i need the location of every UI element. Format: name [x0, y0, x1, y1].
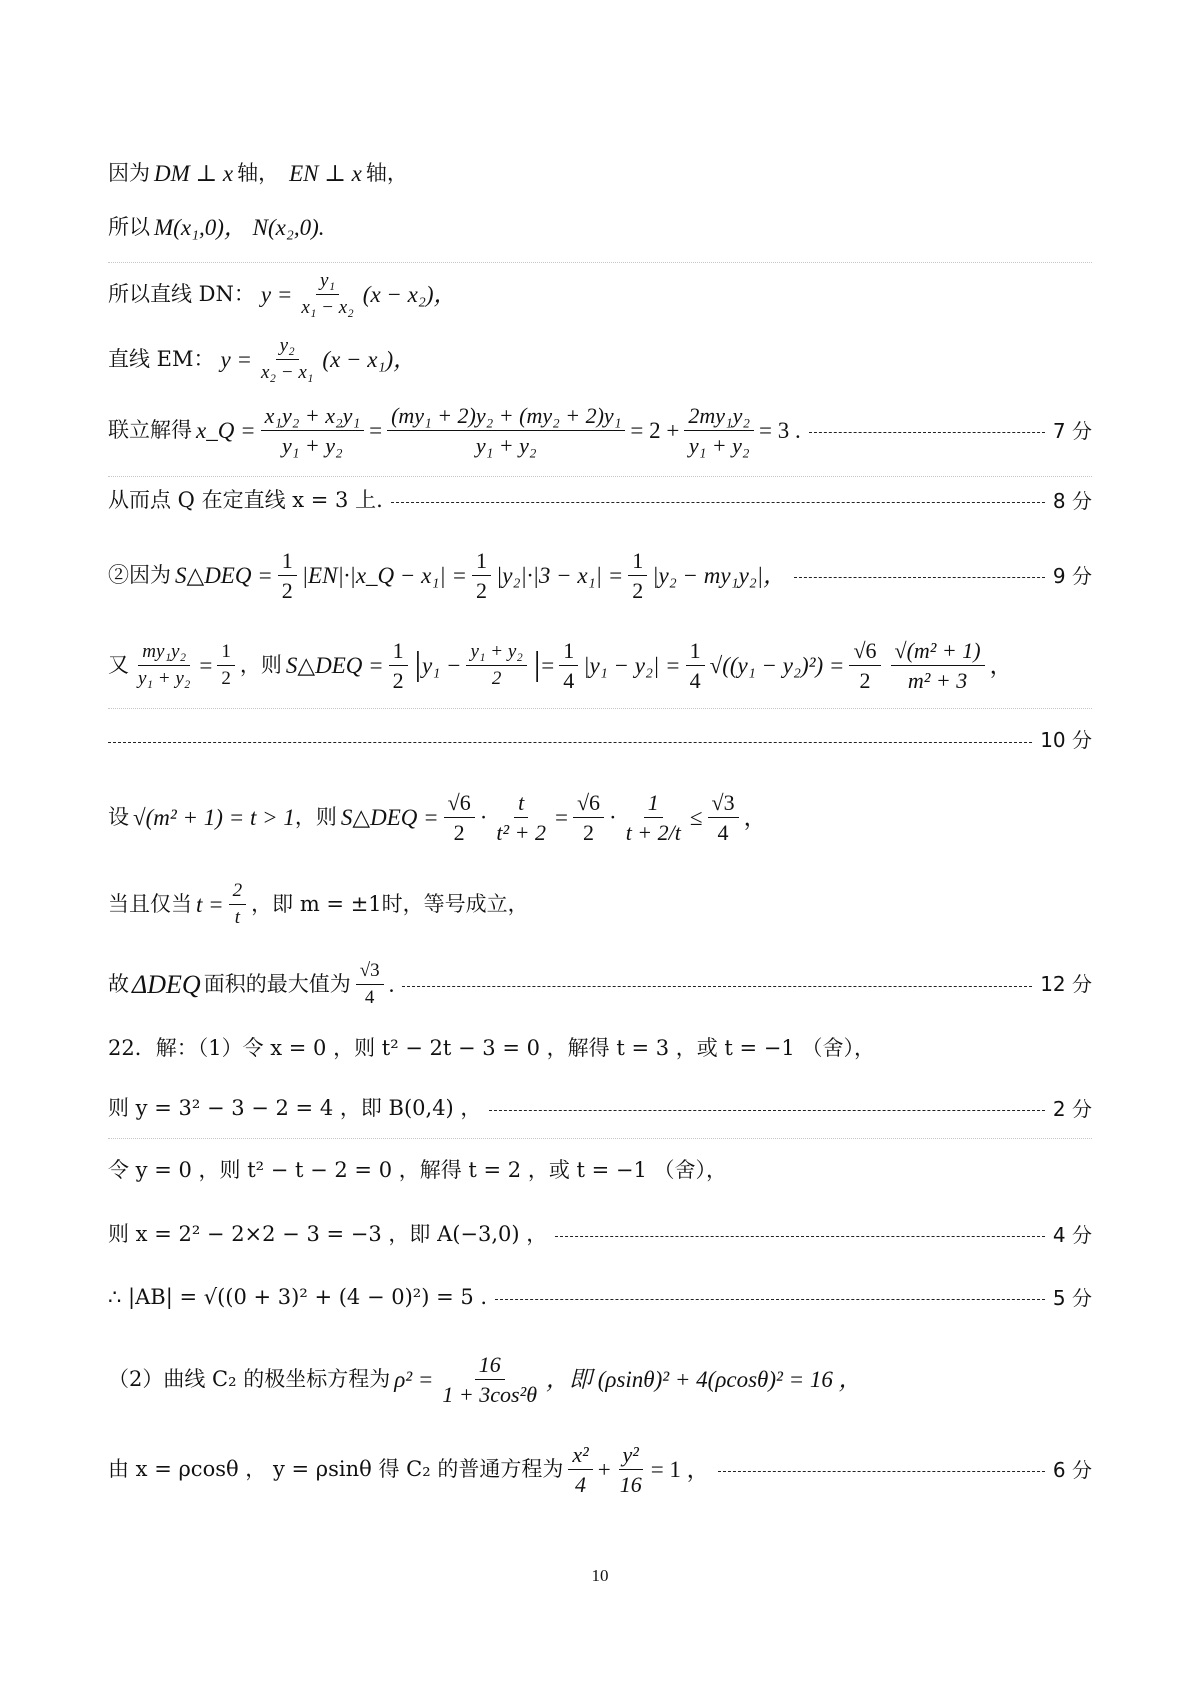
line-point-b [108, 1096, 1092, 1121]
label: 直线 EM： [108, 346, 215, 371]
line-y-zero [108, 1158, 1092, 1183]
fraction: $\frac{√6}{2}$ [444, 790, 475, 846]
line-q22-start [108, 1036, 1092, 1061]
score-leader [555, 1236, 1045, 1237]
part: |y₂|·|3 − x₁| = [495, 563, 624, 588]
fraction: $\frac{√6}{2}$ [573, 790, 604, 846]
part: y₁ − [421, 653, 462, 678]
fraction: $\frac{t}{\text{t² + 2}}$ [496, 790, 546, 846]
line-area-2 [108, 638, 1092, 694]
score: 4 分 [1052, 1222, 1092, 1247]
lhs: x_Q = [196, 418, 256, 443]
text: 22．解：（1）令 x = 0 ，则 t² − 2t − 3 = 0 ，解得 t = 3 ，或 t = −1 （舍）， [108, 1036, 875, 1060]
label: 故 [108, 971, 129, 996]
fraction: $\frac{1}{2}$ [217, 641, 235, 690]
fraction: $\frac{\text{x²}}{4}$ [568, 1442, 592, 1498]
rhs: (x − x₂)， [362, 281, 457, 307]
fraction: $\frac{1}{2}$ [472, 548, 491, 604]
fraction: $\frac{√6}{2}$ [849, 638, 880, 694]
text: 面积的最大值为 [203, 971, 351, 996]
fraction: $\frac{\text{2my₁y₂}}{\text{y₁ + y₂}}$ [684, 403, 754, 459]
text: ，即 m = ±1时，等号成立， [251, 891, 529, 916]
fraction: $\frac{1}{2}$ [278, 548, 297, 604]
line-equality [108, 880, 1092, 929]
score: 2 分 [1052, 1096, 1092, 1121]
fraction: $\frac{16}{\text{1 + 3cos²θ}}$ [442, 1352, 537, 1408]
equals: = [369, 418, 383, 443]
lhs: ρ² = [394, 1367, 434, 1392]
math: DM ⊥ x [154, 161, 234, 186]
fraction: $\frac{\text{x₁y₂ + x₂y₁}}{\text{y₁ + y₂}}$ [261, 403, 365, 459]
text: 则 x = 2² − 2×2 − 3 = −3 ，即 A(−3,0) ， [108, 1222, 548, 1246]
separator [108, 1138, 1092, 1139]
score-leader [794, 577, 1045, 578]
line-perpendicular [108, 160, 1092, 188]
score: 8 分 [1052, 488, 1092, 513]
fraction: $\frac{1}{t + 2/t}$ [625, 790, 681, 846]
end: ， [989, 653, 1013, 678]
line-xq [108, 403, 1092, 459]
score: 5 分 [1052, 1285, 1092, 1310]
mid: = 2 + [630, 418, 680, 443]
fraction: $\frac{\text{y₁ + y₂}}{2}$ [466, 641, 526, 690]
line-points-mn [108, 214, 1092, 242]
line-substitution: 设 √(m² + 1) = t > 1 ，则 S△DEQ = $\frac{√6}{2}$ · $\frac{t}{\text{t² + 2}}$ = $\frac{√6}{2}$ · $\frac{1}{t + 2/t}$ ≤ $\frac{√3}{4}$ ， [108, 790, 767, 846]
line-dn [108, 270, 1092, 319]
label: 联立解得 [108, 418, 192, 443]
label: 设 [108, 805, 129, 830]
score-leader [108, 742, 1032, 743]
label: ②因为 [108, 563, 171, 588]
text: 轴， [365, 161, 408, 186]
label: 当且仅当 [108, 891, 192, 916]
separator [108, 476, 1092, 477]
text: 令 y = 0 ，则 t² − t − 2 = 0 ，解得 t = 2 ，或 t = −1 （舍）， [108, 1158, 728, 1182]
score: 9 分 [1052, 563, 1092, 588]
fraction: $\frac{1}{2}$ [628, 548, 647, 604]
separator [108, 708, 1092, 709]
line-polar-eq [108, 1352, 1092, 1408]
equals: = [199, 653, 213, 678]
text: ∴ |AB| = √((0 + 3)² + (4 − 0)²) = 5 . [108, 1285, 488, 1309]
equals: = [541, 653, 555, 678]
label: （2）曲线 C₂ 的极坐标方程为 [108, 1367, 391, 1392]
line-max-area [108, 960, 1092, 1009]
lhs: S△DEQ = [175, 563, 273, 588]
rest: ，即 (ρsinθ)² + 4(ρcosθ)² = 16 ， [546, 1367, 862, 1392]
line-em [108, 335, 1092, 384]
fraction: $\frac{√3}{4}$ [708, 790, 739, 846]
then: ，则 [294, 805, 337, 830]
triangle: ΔDEQ [132, 969, 201, 999]
plus: + [597, 1457, 611, 1482]
fraction: $\frac{\text{√(m² + 1)}}{\text{m² + 3}}$ [891, 638, 985, 694]
separator [108, 262, 1092, 263]
line-fixed-line [108, 488, 1092, 513]
part: √((y₁ − y₂)²) = [709, 653, 845, 678]
fraction: $\frac{√3}{4}$ [356, 960, 384, 1009]
score: 10 分 [1040, 728, 1092, 752]
line-cartesian-eq [108, 1442, 1092, 1498]
part: |EN|·|x_Q − x₁| = [301, 563, 467, 588]
end: = 3 . [759, 418, 801, 443]
page-number: 10 [591, 1566, 609, 1585]
label: 由 x = ρcosθ ， y = ρsinθ 得 C₂ 的普通方程为 [108, 1457, 564, 1482]
text: 轴， [237, 161, 280, 186]
fraction: $\frac{1}{4}$ [559, 638, 578, 694]
abs-close: | [531, 646, 542, 684]
text: 因为 [108, 161, 150, 186]
text: 则 y = 3² − 3 − 2 = 4 ，即 B(0,4) ， [108, 1096, 482, 1120]
fraction: $\frac{\text{y₂}}{\text{x₂ − x₁}}$ [261, 335, 314, 383]
line-area-1 [108, 548, 1092, 604]
abs-open: | [412, 646, 422, 684]
score-leader [489, 1110, 1044, 1111]
fraction: $\frac{\text{y²}}{16}$ [619, 1442, 642, 1498]
text: 所以 [108, 215, 150, 240]
fraction: $\frac{\text{my₁y₂}}{\text{y₁ + y₂}}$ [138, 641, 191, 690]
score-leader [809, 432, 1045, 433]
part: t = [196, 891, 224, 917]
lhs: y = [220, 346, 252, 372]
end: . [388, 971, 395, 997]
part: |y₂ − my₁y₂|， [652, 563, 787, 588]
score-leader [495, 1299, 1045, 1300]
score-leader [718, 1471, 1045, 1472]
part: √(m² + 1) = t > 1 [133, 805, 295, 830]
part: |y₁ − y₂| = [583, 653, 681, 678]
lhs: y = [260, 281, 293, 307]
fraction: $\frac{1}{2}$ [389, 638, 408, 694]
line-ab-length [108, 1285, 1092, 1310]
lhs: S△DEQ = [285, 653, 384, 678]
fraction: $\frac{1}{4}$ [686, 638, 705, 694]
line-score-10 [108, 728, 1092, 752]
score: 7 分 [1052, 418, 1092, 443]
lhs: S△DEQ = [340, 805, 439, 830]
fraction: $\frac{2}{t}$ [229, 880, 247, 929]
score-leader [402, 986, 1032, 987]
end: ， [743, 805, 767, 830]
line-point-a [108, 1222, 1092, 1247]
score-leader [391, 502, 1045, 503]
rhs: (x − x₁)， [322, 346, 417, 372]
score: 6 分 [1052, 1457, 1092, 1482]
math: EN ⊥ x [289, 161, 362, 186]
then: ，则 [239, 653, 282, 678]
label: 所以直线 DN： [108, 281, 255, 306]
score: 12 分 [1040, 972, 1092, 997]
math: M(x₁,0)， N(x₂,0). [154, 215, 325, 240]
text: 从而点 Q 在定直线 x = 3 上. [108, 488, 383, 512]
end: = 1 ， [650, 1457, 710, 1482]
le: ≤ [689, 805, 703, 830]
fraction: $\frac{\text{y₁}}{\text{x₁ − x₂}}$ [301, 270, 354, 318]
fraction: $\frac{\text{(my₁ + 2)y₂ + (my₂ + 2)y₁}}{\text{y₁ + y₂}}$ [387, 403, 625, 459]
label: 又 [108, 653, 129, 678]
